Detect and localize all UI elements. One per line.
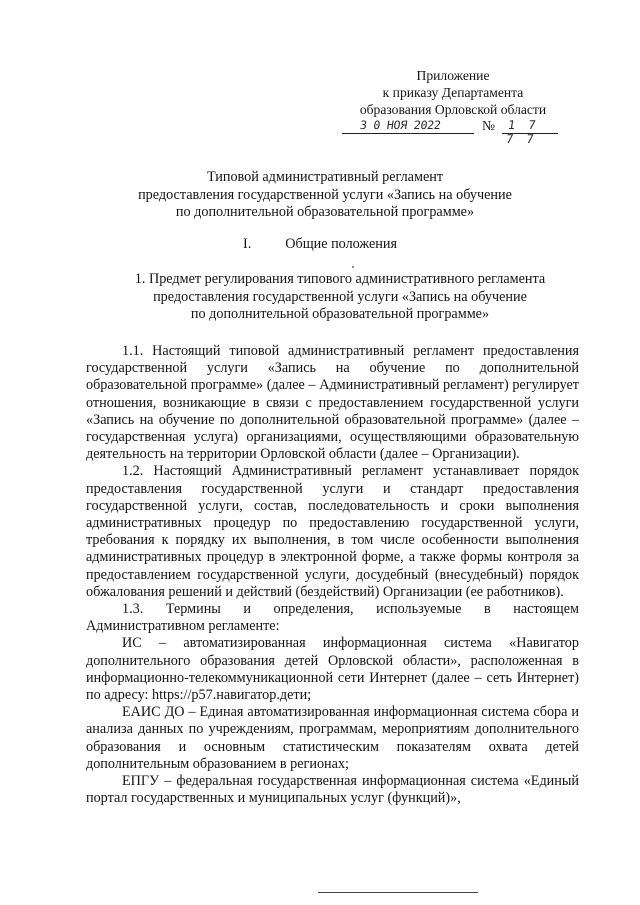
- number-sign: №: [482, 118, 495, 133]
- section-label: Общие положения: [285, 236, 398, 252]
- approval-line-order: к приказу Департамента: [382, 85, 524, 100]
- subsection-heading: [90, 271, 590, 324]
- bottom-scan-line: [318, 892, 478, 893]
- approval-line-appendix: Приложение: [416, 68, 490, 83]
- scan-speck: [352, 266, 354, 268]
- title-line-3: по дополнительной образовательной программе»: [175, 204, 475, 220]
- paragraph-1-3: 1.3. Термины и определения, используемые в настоящем Административном регламенте:: [86, 601, 579, 635]
- definition-eais-do: ЕАИС ДО – Единая автоматизированная информационная система сбора и анализа данных по учреждениям, программам, мероприятиям дополнительного образования и основным статистическим показателям охвата детей дополнительным образованием в регионах;: [86, 704, 579, 772]
- order-date-number-line: [342, 118, 558, 146]
- document-title: [60, 169, 590, 222]
- subsection-line-3: по дополнительной образовательной программе»: [190, 306, 490, 322]
- paragraph-1-1: 1.1. Настоящий типовой административный регламент предоставления государственной услуги «Запись на обучение по дополнительной образовательной программе» (далее – Административный регламент) регулирует отношения, возникающие в связи с предоставлением государственной услуги «Запись на обучение по дополнительной образовательной программе» (далее – государственная услуга) организациями, осуществляющими образовательную деятельность на территории Орловской области (далее – Организации).: [86, 343, 579, 463]
- definition-epgu: ЕПГУ – федеральная государственная информационная система «Единый портал государственных и муниципальных услуг (функций)»,: [86, 773, 579, 807]
- subsection-line-2: предоставления государственной услуги «Запись на обучение: [153, 288, 527, 305]
- section-heading: [200, 236, 440, 254]
- approval-block: [330, 67, 576, 118]
- definition-is: ИС – автоматизированная информационная система «Навигатор дополнительного образования детей Орловской области», расположенная в информационно-телекоммуникационной сети Интернет (далее – сеть Интернет) по адресу: https://p57.навигатор.дети;: [86, 635, 579, 704]
- order-date-handwritten: 3 0 НОЯ 2022: [359, 118, 442, 132]
- title-line-1: Типовой административный регламент: [206, 169, 444, 185]
- document-body: [86, 343, 579, 807]
- section-number: I.: [242, 236, 252, 252]
- approval-line-department: образования Орловской области: [359, 102, 547, 117]
- order-number-handwritten: 1 7 7 7: [505, 118, 540, 146]
- subsection-line-1: 1. Предмет регулирования типового административного регламента: [134, 271, 546, 287]
- title-line-2: предоставления государственной услуги «Запись на обучение: [138, 186, 512, 203]
- paragraph-1-2: 1.2. Настоящий Административный регламент устанавливает порядок предоставления государственной услуги и стандарт предоставления государственной услуги, состав, последовательность и сроки выполнения административных процедур по предоставлению государственной услуги, требования к порядку их выполнения, в том числе особенности выполнения административных процедур в электронной форме, а также формы контроля за предоставлением государственной услуги, досудебный (внесудебный) порядок обжалования решений и действий (бездействий) Организации (ее работников).: [86, 463, 579, 600]
- date-underline: [342, 133, 474, 134]
